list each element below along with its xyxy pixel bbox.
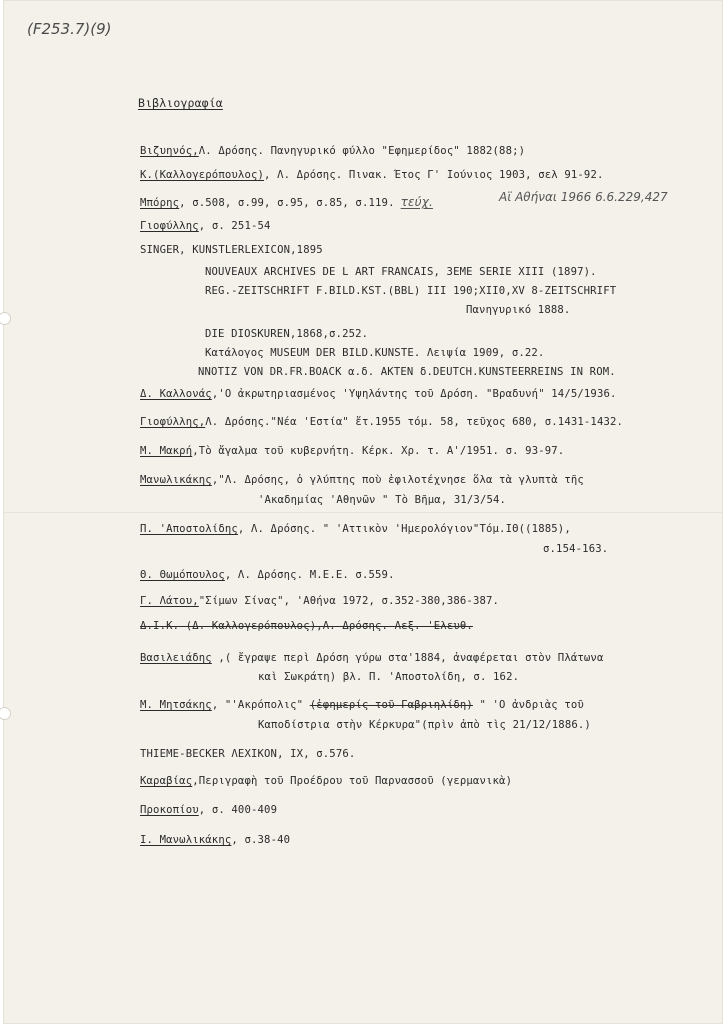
punch-hole-bottom [0,707,11,720]
entry-line: Κ.(Καλλογερόπουλος), Λ. Δρόσης. Πινακ. Έτος Γ' Ιούνιος 1903, σελ 91-92. [140,169,604,181]
entry-line: Δ. Καλλονάς,'Ο ἀκρωτηριασμένος 'Υψηλάντης τοῦ Δρόση. "Βραδυνή" 14/5/1936. [140,388,617,400]
entry-line: THIEME-BECKER ΛΕΧΙΚΟΝ, IX, σ.576. [140,748,356,760]
entry-line: SINGER, KUNSTLERLEXICON,1895 [140,244,323,256]
entry-line: 'Ακαδημίας 'Αθηνῶν " Τὸ Βῆμα, 31/3/54. [258,494,507,506]
entry-line: Γιοφύλλης,Λ. Δρόσης."Νέα 'Εστία" ἔτ.1955 τόμ. 58, τεῦχος 680, σ.1431-1432. [140,416,624,428]
punch-hole-top [0,312,11,325]
entry-line: Προκοπίου, σ. 400-409 [140,804,278,816]
entry-line: Μ. Μακρή,Τὸ ἄγαλμα τοῦ κυβερνήτη. Κέρκ. Χρ. τ. Α'/1951. σ. 93-97. [140,445,565,457]
entry-line: Βασιλειάδης ,( ἔγραψε περὶ Δρόση γύρω στα'1884, ἀναφέρεται στὸν Πλάτωνα [140,652,604,664]
page-fold-line [3,512,723,513]
entry-line: REG.-ZEITSCHRIFT F.BILD.KST.(BBL) III 190;XII0,XV 8-ZEITSCHRIFT [205,285,617,297]
entry-line: Π. 'Αποστολίδης, Λ. Δρόσης. " 'Αττικὸν 'Ημερολόγιον"Τόμ.ΙΘ((1885), [140,523,571,535]
entry-line: Μπόρης, σ.508, σ.99, σ.95, σ.85, σ.119. τεύχ. [140,195,433,209]
entry-line: Βιζυηνός,Λ. Δρόσης. Πανηγυρικό φύλλο "Εφημερίδος" 1882(88;) [140,145,526,157]
entry-line: Γ. Λάτου,"Σίμων Σίνας", 'Αθήνα 1972, σ.352-380,386-387. [140,595,500,607]
entry-line: NNOTIZ VON DR.FR.BOACK α.δ. AKTEN δ.DEUTCH.KUNSTEERREINS IN ROM. [198,366,616,378]
bibliography-heading: Βιβλιογραφία [138,96,223,110]
handwritten-note: Αϊ Αθήναι 1966 6.6.229,427 [499,190,668,204]
handwritten-reference: (F253.7)(9) [27,20,112,38]
entry-line: Θ. Θωμόπουλος, Λ. Δρόσης. Μ.Ε.Ε. σ.559. [140,569,395,581]
entry-line: DIE DIOSKUREN,1868,σ.252. [205,328,369,340]
entry-line: καὶ Σωκράτη) βλ. Π. 'Αποστολίδη, σ. 162. [258,671,520,683]
entry-line: NOUVEAUX ARCHIVES DE L ART FRANCAIS, 3EME SERIE XIII (1897). [205,266,597,278]
entry-line: Πανηγυρικό 1888. [466,304,571,316]
entry-line: Μανωλικάκης,"Λ. Δρόσης, ὁ γλύπτης ποὺ ἐφιλοτέχνησε ὅλα τὰ γλυπτὰ τῆς [140,474,584,486]
entry-line: Μ. Μητσάκης, "'Ακρόπολις" (ἐφημερίς τοῦ Γαβριηλίδη) " 'Ο ἀνδριὰς τοῦ [140,699,584,711]
entry-line: Κατάλογος MUSEUM DER BILD.KUNSTE. Λειψία 1909, σ.22. [205,347,545,359]
entry-line: Γιοφύλλης, σ. 251-54 [140,220,271,232]
document-page [3,0,723,1024]
entry-line: Καραβίας,Περιγραφὴ τοῦ Προέδρου τοῦ Παρνασσοῦ (γερμανικὰ) [140,775,513,787]
entry-line: σ.154-163. [543,543,609,555]
entry-line: Ι. Μανωλικάκης, σ.38-40 [140,834,291,846]
entry-line: Καποδίστρια στὴν Κέρκυρα"(πρὶν ἀπὸ τὶς 21/12/1886.) [258,719,591,731]
entry-line-struck: Δ.Ι.Κ. (Δ. Καλλογερόπουλος),Λ. Δρόσης. Λεξ. 'Ελευθ. [140,620,473,632]
